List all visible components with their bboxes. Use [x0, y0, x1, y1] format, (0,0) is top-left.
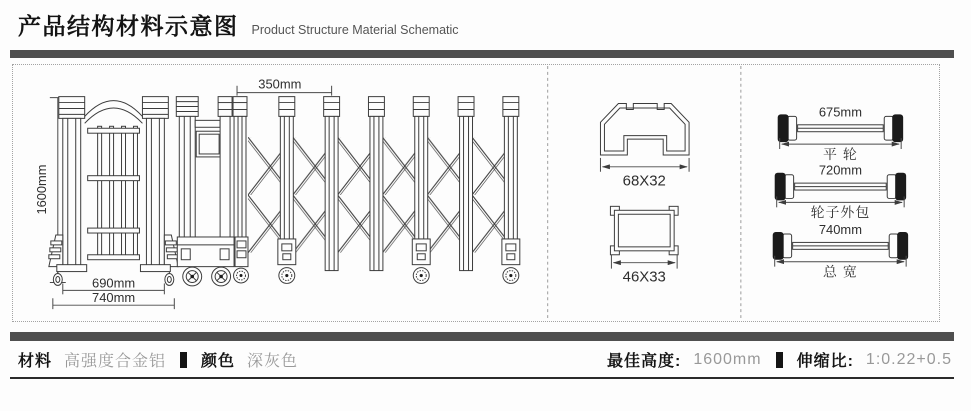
- axle-flat-wheel-dim: 675mm: [818, 104, 862, 120]
- material-value: 高强度合金铝: [64, 353, 167, 370]
- separator-block: [776, 352, 783, 368]
- axle-wheel-outer-dim: 720mm: [818, 162, 862, 178]
- page-header: [18, 8, 459, 41]
- spec-material-color: [10, 348, 298, 371]
- post-spacing-dim-label: 350mm: [258, 76, 302, 92]
- ratio-value: 1:0.22+0.5: [865, 350, 952, 368]
- best-height-label: 最佳高度:: [606, 353, 682, 370]
- front-inner-width-dim-label: 690mm: [92, 275, 136, 291]
- axle-flat-wheel-label: 平 轮: [823, 145, 858, 162]
- schematic-drawing: [13, 65, 939, 321]
- ratio-label: 伸缩比:: [796, 353, 854, 370]
- top-divider-bar: [10, 50, 954, 58]
- axle-total-width-dim: 740mm: [818, 222, 862, 238]
- control-box: [196, 131, 222, 157]
- schematic-panel: [12, 64, 940, 322]
- head-wheel-left: [183, 267, 202, 286]
- color-value: 深灰色: [247, 353, 299, 370]
- front-height-dim-label: 1600mm: [33, 164, 49, 215]
- profile-68x32-label: 68X32: [622, 173, 666, 190]
- profile-46x33-label: 46X33: [622, 269, 666, 286]
- front-view-drawing: [34, 97, 178, 310]
- color-label: 颜色: [201, 353, 236, 370]
- axle-wheel-outer-label: 轮子外包: [810, 204, 871, 221]
- middle-divider-bar: [10, 332, 954, 341]
- page-subtitle: Product Structure Material Schematic: [251, 23, 459, 37]
- spec-height-ratio: [607, 348, 954, 371]
- axle-row-flat-wheel: [778, 104, 903, 161]
- separator-block: [180, 352, 187, 368]
- side-view-drawing: [176, 77, 520, 286]
- spec-footer: [10, 341, 954, 378]
- profile-68x32: [600, 104, 689, 190]
- best-height-value: 1600mm: [693, 350, 762, 368]
- axle-total-width-label: 总 宽: [823, 263, 858, 280]
- head-wheel-right: [212, 267, 231, 286]
- material-label: 材料: [18, 353, 53, 370]
- profile-46x33: [610, 206, 678, 285]
- axle-row-total-width: [773, 222, 908, 279]
- bottom-rule: [10, 377, 954, 379]
- page-title: 产品结构材料示意图: [18, 13, 239, 39]
- front-outer-width-dim-label: 740mm: [92, 290, 136, 306]
- front-left-caster: [53, 272, 62, 286]
- axle-row-wheel-outer: [775, 163, 906, 220]
- drive-head-unit: [176, 97, 248, 286]
- front-right-caster: [165, 272, 174, 286]
